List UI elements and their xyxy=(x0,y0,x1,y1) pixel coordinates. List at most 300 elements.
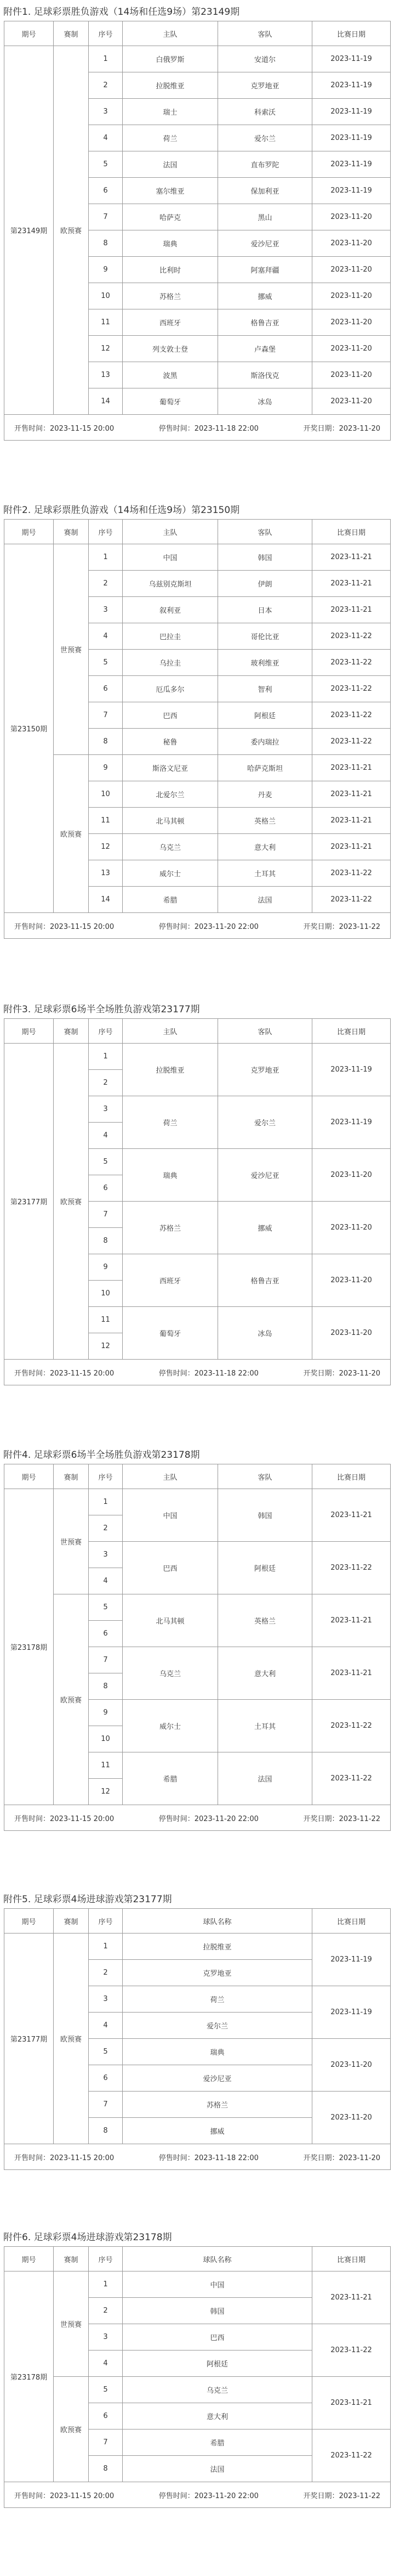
away-team-cell: 法国 xyxy=(218,1752,312,1805)
home-team-cell: 威尔士 xyxy=(123,1700,218,1752)
seq-cell: 2 xyxy=(89,1515,123,1542)
team-cell: 爱尔兰 xyxy=(123,2013,312,2039)
date-cell: 2023-11-21 xyxy=(312,2377,391,2430)
date-cell: 2023-11-19 xyxy=(312,178,391,204)
section-title: 附件1. 足球彩票胜负游戏（14场和任选9场）第23149期 xyxy=(3,7,240,18)
team-cell: 爱沙尼亚 xyxy=(123,2065,312,2092)
seq-cell: 6 xyxy=(89,1175,123,1202)
team-cell: 瑞典 xyxy=(123,2039,312,2065)
seq-cell: 6 xyxy=(89,178,123,204)
date-cell: 2023-11-20 xyxy=(312,2039,391,2092)
away-team-cell: 玻利维亚 xyxy=(218,650,312,676)
seq-cell: 5 xyxy=(89,151,123,178)
date-cell: 2023-11-20 xyxy=(312,2092,391,2144)
home-team-cell: 荷兰 xyxy=(123,125,218,151)
table-row xyxy=(4,46,391,72)
team-cell: 巴西 xyxy=(123,2324,312,2350)
date-cell: 2023-11-22 xyxy=(312,676,391,702)
home-team-cell: 巴拉圭 xyxy=(123,623,218,650)
column-header: 主队 xyxy=(123,520,218,544)
seq-cell: 1 xyxy=(89,1934,123,1960)
schedule-table xyxy=(4,519,391,939)
seq-cell: 3 xyxy=(89,1986,123,2013)
sale-info-row xyxy=(4,913,391,939)
column-header: 比赛日期 xyxy=(312,520,391,544)
seq-cell: 10 xyxy=(89,283,123,309)
seq-cell: 5 xyxy=(89,1594,123,1621)
home-team-cell: 荷兰 xyxy=(123,1096,218,1149)
seq-cell: 5 xyxy=(89,2039,123,2065)
team-cell: 韩国 xyxy=(123,2298,312,2324)
column-header: 序号 xyxy=(89,1464,123,1489)
schedule-table xyxy=(4,21,391,441)
home-team-cell: 北马其顿 xyxy=(123,1594,218,1647)
table-row xyxy=(4,755,391,781)
format-cell: 世预赛 xyxy=(54,544,89,755)
away-team-cell: 土耳其 xyxy=(218,1700,312,1752)
sale-info-row xyxy=(4,1805,391,1831)
away-team-cell: 土耳其 xyxy=(218,860,312,887)
seq-cell: 6 xyxy=(89,1621,123,1647)
schedule-table xyxy=(4,1018,391,1385)
away-team-cell: 意大利 xyxy=(218,834,312,860)
date-cell: 2023-11-20 xyxy=(312,1254,391,1307)
team-cell: 克罗地亚 xyxy=(123,1960,312,1986)
column-header: 期号 xyxy=(4,520,54,544)
seq-cell: 10 xyxy=(89,781,123,808)
column-header: 客队 xyxy=(218,1019,312,1044)
column-header: 序号 xyxy=(89,1019,123,1044)
home-team-cell: 希腊 xyxy=(123,1752,218,1805)
date-cell: 2023-11-21 xyxy=(312,1594,391,1647)
date-cell: 2023-11-21 xyxy=(312,808,391,834)
seq-cell: 9 xyxy=(89,1700,123,1726)
date-cell: 2023-11-19 xyxy=(312,151,391,178)
away-team-cell: 挪威 xyxy=(218,283,312,309)
away-team-cell: 冰岛 xyxy=(218,1307,312,1360)
format-cell: 欧预赛 xyxy=(54,755,89,913)
seq-cell: 2 xyxy=(89,2298,123,2324)
seq-cell: 6 xyxy=(89,676,123,702)
column-header: 客队 xyxy=(218,1464,312,1489)
seq-cell: 12 xyxy=(89,1779,123,1805)
date-cell: 2023-11-22 xyxy=(312,650,391,676)
column-header: 赛制 xyxy=(54,2247,89,2271)
draw-date: 开奖日期：2023-11-20 xyxy=(303,2154,380,2162)
home-team-cell: 葡萄牙 xyxy=(123,388,218,415)
seq-cell: 1 xyxy=(89,1044,123,1070)
sale-start-time: 开售时间：2023-11-15 20:00 xyxy=(14,1369,115,1378)
date-cell: 2023-11-19 xyxy=(312,46,391,72)
away-team-cell: 韩国 xyxy=(218,1489,312,1542)
date-cell: 2023-11-20 xyxy=(312,257,391,283)
away-team-cell: 斯洛伐克 xyxy=(218,362,312,388)
table-row xyxy=(4,2377,391,2403)
home-team-cell: 苏格兰 xyxy=(123,283,218,309)
seq-cell: 7 xyxy=(89,2430,123,2456)
away-team-cell: 伊朗 xyxy=(218,571,312,597)
team-cell: 法国 xyxy=(123,2456,312,2482)
team-cell: 阿根廷 xyxy=(123,2350,312,2377)
seq-cell: 2 xyxy=(89,1070,123,1096)
away-team-cell: 韩国 xyxy=(218,544,312,571)
team-cell: 苏格兰 xyxy=(123,2092,312,2118)
away-team-cell: 智利 xyxy=(218,676,312,702)
seq-cell: 9 xyxy=(89,755,123,781)
away-team-cell: 克罗地亚 xyxy=(218,72,312,99)
seq-cell: 4 xyxy=(89,2013,123,2039)
format-cell: 世预赛 xyxy=(54,2271,89,2377)
seq-cell: 9 xyxy=(89,1254,123,1281)
away-team-cell: 卢森堡 xyxy=(218,336,312,362)
period-cell: 第23149期 xyxy=(4,46,54,415)
home-team-cell: 塞尔维亚 xyxy=(123,178,218,204)
seq-cell: 6 xyxy=(89,2065,123,2092)
seq-cell: 2 xyxy=(89,571,123,597)
column-header: 期号 xyxy=(4,1464,54,1489)
home-team-cell: 希腊 xyxy=(123,887,218,913)
home-team-cell: 列支敦士登 xyxy=(123,336,218,362)
seq-cell: 2 xyxy=(89,72,123,99)
seq-cell: 11 xyxy=(89,1752,123,1779)
away-team-cell: 格鲁吉亚 xyxy=(218,1254,312,1307)
date-cell: 2023-11-22 xyxy=(312,1542,391,1594)
draw-date: 开奖日期：2023-11-22 xyxy=(303,2492,380,2500)
seq-cell: 12 xyxy=(89,336,123,362)
home-team-cell: 瑞士 xyxy=(123,99,218,125)
seq-cell: 7 xyxy=(89,2092,123,2118)
seq-cell: 7 xyxy=(89,1202,123,1228)
sale-stop-time: 停售时间：2023-11-20 22:00 xyxy=(158,922,259,931)
seq-cell: 14 xyxy=(89,388,123,415)
home-team-cell: 拉脱维亚 xyxy=(123,72,218,99)
seq-cell: 5 xyxy=(89,1149,123,1175)
seq-cell: 5 xyxy=(89,650,123,676)
column-header: 主队 xyxy=(123,1464,218,1489)
seq-cell: 6 xyxy=(89,2403,123,2430)
date-cell: 2023-11-21 xyxy=(312,1647,391,1700)
date-cell: 2023-11-22 xyxy=(312,1752,391,1805)
away-team-cell: 爱沙尼亚 xyxy=(218,1149,312,1202)
section-title: 附件3. 足球彩票6场半全场胜负游戏第23177期 xyxy=(3,1004,200,1015)
sale-info-row xyxy=(4,415,391,441)
team-cell: 希腊 xyxy=(123,2430,312,2456)
away-team-cell: 阿塞拜疆 xyxy=(218,257,312,283)
home-team-cell: 叙利亚 xyxy=(123,597,218,623)
date-cell: 2023-11-21 xyxy=(312,571,391,597)
column-header: 赛制 xyxy=(54,1909,89,1934)
team-cell: 拉脱维亚 xyxy=(123,1934,312,1960)
date-cell: 2023-11-19 xyxy=(312,125,391,151)
sale-start-time: 开售时间：2023-11-15 20:00 xyxy=(14,2154,115,2162)
away-team-cell: 格鲁吉亚 xyxy=(218,309,312,336)
column-header: 序号 xyxy=(89,21,123,46)
away-team-cell: 哥伦比亚 xyxy=(218,623,312,650)
away-team-cell: 安道尔 xyxy=(218,46,312,72)
away-team-cell: 科索沃 xyxy=(218,99,312,125)
home-team-cell: 比利时 xyxy=(123,257,218,283)
seq-cell: 12 xyxy=(89,834,123,860)
seq-cell: 13 xyxy=(89,362,123,388)
seq-cell: 12 xyxy=(89,1333,123,1360)
seq-cell: 7 xyxy=(89,1647,123,1673)
home-team-cell: 西班牙 xyxy=(123,309,218,336)
column-header: 比赛日期 xyxy=(312,1464,391,1489)
table-header-row xyxy=(4,21,391,46)
seq-cell: 10 xyxy=(89,1281,123,1307)
date-cell: 2023-11-20 xyxy=(312,230,391,257)
seq-cell: 3 xyxy=(89,2324,123,2350)
date-cell: 2023-11-19 xyxy=(312,72,391,99)
draw-date: 开奖日期：2023-11-20 xyxy=(303,1369,380,1378)
date-cell: 2023-11-20 xyxy=(312,309,391,336)
column-header: 球队名称 xyxy=(123,2247,312,2271)
date-cell: 2023-11-22 xyxy=(312,702,391,729)
away-team-cell: 英格兰 xyxy=(218,1594,312,1647)
sale-stop-time: 停售时间：2023-11-20 22:00 xyxy=(158,1814,259,1823)
seq-cell: 11 xyxy=(89,309,123,336)
seq-cell: 9 xyxy=(89,257,123,283)
column-header: 赛制 xyxy=(54,1464,89,1489)
away-team-cell: 爱尔兰 xyxy=(218,125,312,151)
team-cell: 挪威 xyxy=(123,2118,312,2144)
home-team-cell: 葡萄牙 xyxy=(123,1307,218,1360)
table-header-row xyxy=(4,1464,391,1489)
column-header: 比赛日期 xyxy=(312,1019,391,1044)
seq-cell: 1 xyxy=(89,2271,123,2298)
column-header: 比赛日期 xyxy=(312,21,391,46)
draw-date: 开奖日期：2023-11-20 xyxy=(303,424,380,433)
date-cell: 2023-11-22 xyxy=(312,2430,391,2482)
column-header: 期号 xyxy=(4,21,54,46)
team-cell: 中国 xyxy=(123,2271,312,2298)
date-cell: 2023-11-20 xyxy=(312,283,391,309)
table-row xyxy=(4,1044,391,1070)
home-team-cell: 秘鲁 xyxy=(123,729,218,755)
away-team-cell: 冰岛 xyxy=(218,388,312,415)
schedule-table xyxy=(4,1464,391,1831)
team-cell: 意大利 xyxy=(123,2403,312,2430)
home-team-cell: 乌克兰 xyxy=(123,1647,218,1700)
seq-cell: 4 xyxy=(89,1568,123,1594)
away-team-cell: 英格兰 xyxy=(218,808,312,834)
column-header: 序号 xyxy=(89,1909,123,1934)
home-team-cell: 巴西 xyxy=(123,702,218,729)
sale-info-row xyxy=(4,2482,391,2508)
home-team-cell: 波黑 xyxy=(123,362,218,388)
date-cell: 2023-11-22 xyxy=(312,729,391,755)
home-team-cell: 白俄罗斯 xyxy=(123,46,218,72)
home-team-cell: 拉脱维亚 xyxy=(123,1044,218,1096)
sale-start-time: 开售时间：2023-11-15 20:00 xyxy=(14,424,115,433)
column-header: 主队 xyxy=(123,1019,218,1044)
away-team-cell: 直布罗陀 xyxy=(218,151,312,178)
home-team-cell: 乌克兰 xyxy=(123,834,218,860)
date-cell: 2023-11-21 xyxy=(312,834,391,860)
date-cell: 2023-11-20 xyxy=(312,362,391,388)
home-team-cell: 巴西 xyxy=(123,1542,218,1594)
home-team-cell: 瑞典 xyxy=(123,230,218,257)
table-header-row xyxy=(4,520,391,544)
column-header: 赛制 xyxy=(54,21,89,46)
seq-cell: 13 xyxy=(89,860,123,887)
period-cell: 第23177期 xyxy=(4,1934,54,2144)
column-header: 客队 xyxy=(218,520,312,544)
home-team-cell: 法国 xyxy=(123,151,218,178)
home-team-cell: 哈萨克 xyxy=(123,204,218,230)
sale-start-time: 开售时间：2023-11-15 20:00 xyxy=(14,2492,115,2500)
away-team-cell: 克罗地亚 xyxy=(218,1044,312,1096)
seq-cell: 1 xyxy=(89,46,123,72)
format-cell: 欧预赛 xyxy=(54,2377,89,2482)
column-header: 赛制 xyxy=(54,520,89,544)
home-team-cell: 乌兹别克斯坦 xyxy=(123,571,218,597)
seq-cell: 8 xyxy=(89,1673,123,1700)
seq-cell: 4 xyxy=(89,623,123,650)
seq-cell: 8 xyxy=(89,2118,123,2144)
seq-cell: 8 xyxy=(89,2456,123,2482)
home-team-cell: 中国 xyxy=(123,1489,218,1542)
seq-cell: 5 xyxy=(89,2377,123,2403)
team-cell: 乌克兰 xyxy=(123,2377,312,2403)
date-cell: 2023-11-22 xyxy=(312,860,391,887)
sale-stop-time: 停售时间：2023-11-18 22:00 xyxy=(158,1369,259,1378)
date-cell: 2023-11-20 xyxy=(312,204,391,230)
away-team-cell: 爱沙尼亚 xyxy=(218,230,312,257)
seq-cell: 11 xyxy=(89,1307,123,1333)
format-cell: 欧预赛 xyxy=(54,1594,89,1805)
date-cell: 2023-11-20 xyxy=(312,388,391,415)
seq-cell: 3 xyxy=(89,99,123,125)
date-cell: 2023-11-22 xyxy=(312,1700,391,1752)
format-cell: 世预赛 xyxy=(54,1489,89,1594)
home-team-cell: 斯洛文尼亚 xyxy=(123,755,218,781)
seq-cell: 10 xyxy=(89,1726,123,1752)
home-team-cell: 厄瓜多尔 xyxy=(123,676,218,702)
date-cell: 2023-11-19 xyxy=(312,1096,391,1149)
away-team-cell: 丹麦 xyxy=(218,781,312,808)
seq-cell: 3 xyxy=(89,1096,123,1123)
column-header: 客队 xyxy=(218,21,312,46)
date-cell: 2023-11-22 xyxy=(312,2324,391,2377)
date-cell: 2023-11-22 xyxy=(312,887,391,913)
home-team-cell: 北马其顿 xyxy=(123,808,218,834)
home-team-cell: 中国 xyxy=(123,544,218,571)
seq-cell: 4 xyxy=(89,1123,123,1149)
away-team-cell: 阿根廷 xyxy=(218,702,312,729)
home-team-cell: 威尔士 xyxy=(123,860,218,887)
date-cell: 2023-11-21 xyxy=(312,1489,391,1542)
sale-stop-time: 停售时间：2023-11-18 22:00 xyxy=(158,2154,259,2162)
date-cell: 2023-11-21 xyxy=(312,781,391,808)
column-header: 序号 xyxy=(89,2247,123,2271)
date-cell: 2023-11-20 xyxy=(312,336,391,362)
section-title: 附件4. 足球彩票6场半全场胜负游戏第23178期 xyxy=(3,1450,200,1461)
period-cell: 第23177期 xyxy=(4,1044,54,1360)
period-cell: 第23178期 xyxy=(4,1489,54,1805)
column-header: 比赛日期 xyxy=(312,1909,391,1934)
seq-cell: 1 xyxy=(89,1489,123,1515)
date-cell: 2023-11-21 xyxy=(312,2271,391,2324)
home-team-cell: 西班牙 xyxy=(123,1254,218,1307)
away-team-cell: 爱尔兰 xyxy=(218,1096,312,1149)
away-team-cell: 黑山 xyxy=(218,204,312,230)
away-team-cell: 保加利亚 xyxy=(218,178,312,204)
away-team-cell: 委内瑞拉 xyxy=(218,729,312,755)
draw-date: 开奖日期：2023-11-22 xyxy=(303,922,380,931)
home-team-cell: 苏格兰 xyxy=(123,1202,218,1254)
date-cell: 2023-11-19 xyxy=(312,1986,391,2039)
date-cell: 2023-11-20 xyxy=(312,1202,391,1254)
seq-cell: 3 xyxy=(89,597,123,623)
date-cell: 2023-11-21 xyxy=(312,597,391,623)
schedule-table xyxy=(4,2246,391,2508)
table-row xyxy=(4,1594,391,1621)
table-row xyxy=(4,1489,391,1515)
table-row xyxy=(4,1934,391,1960)
date-cell: 2023-11-20 xyxy=(312,1149,391,1202)
table-header-row xyxy=(4,1909,391,1934)
sale-start-time: 开售时间：2023-11-15 20:00 xyxy=(14,922,115,931)
column-header: 期号 xyxy=(4,1909,54,1934)
section-title: 附件5. 足球彩票4场进球游戏第23177期 xyxy=(3,1894,172,1905)
seq-cell: 1 xyxy=(89,544,123,571)
seq-cell: 8 xyxy=(89,230,123,257)
seq-cell: 7 xyxy=(89,204,123,230)
sale-info-row xyxy=(4,1360,391,1385)
column-header: 期号 xyxy=(4,2247,54,2271)
date-cell: 2023-11-19 xyxy=(312,1934,391,1986)
date-cell: 2023-11-19 xyxy=(312,1044,391,1096)
draw-date: 开奖日期：2023-11-22 xyxy=(303,1814,380,1823)
seq-cell: 11 xyxy=(89,808,123,834)
sale-info-row xyxy=(4,2144,391,2170)
section-title: 附件2. 足球彩票胜负游戏（14场和任选9场）第23150期 xyxy=(3,505,240,516)
column-header: 序号 xyxy=(89,520,123,544)
date-cell: 2023-11-20 xyxy=(312,1307,391,1360)
seq-cell: 8 xyxy=(89,729,123,755)
away-team-cell: 意大利 xyxy=(218,1647,312,1700)
seq-cell: 3 xyxy=(89,1542,123,1568)
table-row xyxy=(4,2271,391,2298)
home-team-cell: 北爱尔兰 xyxy=(123,781,218,808)
seq-cell: 4 xyxy=(89,125,123,151)
sale-stop-time: 停售时间：2023-11-20 22:00 xyxy=(158,2492,259,2500)
column-header: 主队 xyxy=(123,21,218,46)
column-header: 期号 xyxy=(4,1019,54,1044)
away-team-cell: 阿根廷 xyxy=(218,1542,312,1594)
seq-cell: 8 xyxy=(89,1228,123,1254)
table-row xyxy=(4,544,391,571)
seq-cell: 14 xyxy=(89,887,123,913)
column-header: 比赛日期 xyxy=(312,2247,391,2271)
seq-cell: 2 xyxy=(89,1960,123,1986)
home-team-cell: 瑞典 xyxy=(123,1149,218,1202)
format-cell: 欧预赛 xyxy=(54,1934,89,2144)
away-team-cell: 日本 xyxy=(218,597,312,623)
seq-cell: 7 xyxy=(89,702,123,729)
schedule-table xyxy=(4,1908,391,2170)
period-cell: 第23178期 xyxy=(4,2271,54,2482)
column-header: 球队名称 xyxy=(123,1909,312,1934)
table-header-row xyxy=(4,1019,391,1044)
format-cell: 欧预赛 xyxy=(54,1044,89,1360)
date-cell: 2023-11-21 xyxy=(312,755,391,781)
away-team-cell: 哈萨克斯坦 xyxy=(218,755,312,781)
date-cell: 2023-11-19 xyxy=(312,99,391,125)
period-cell: 第23150期 xyxy=(4,544,54,913)
away-team-cell: 挪威 xyxy=(218,1202,312,1254)
